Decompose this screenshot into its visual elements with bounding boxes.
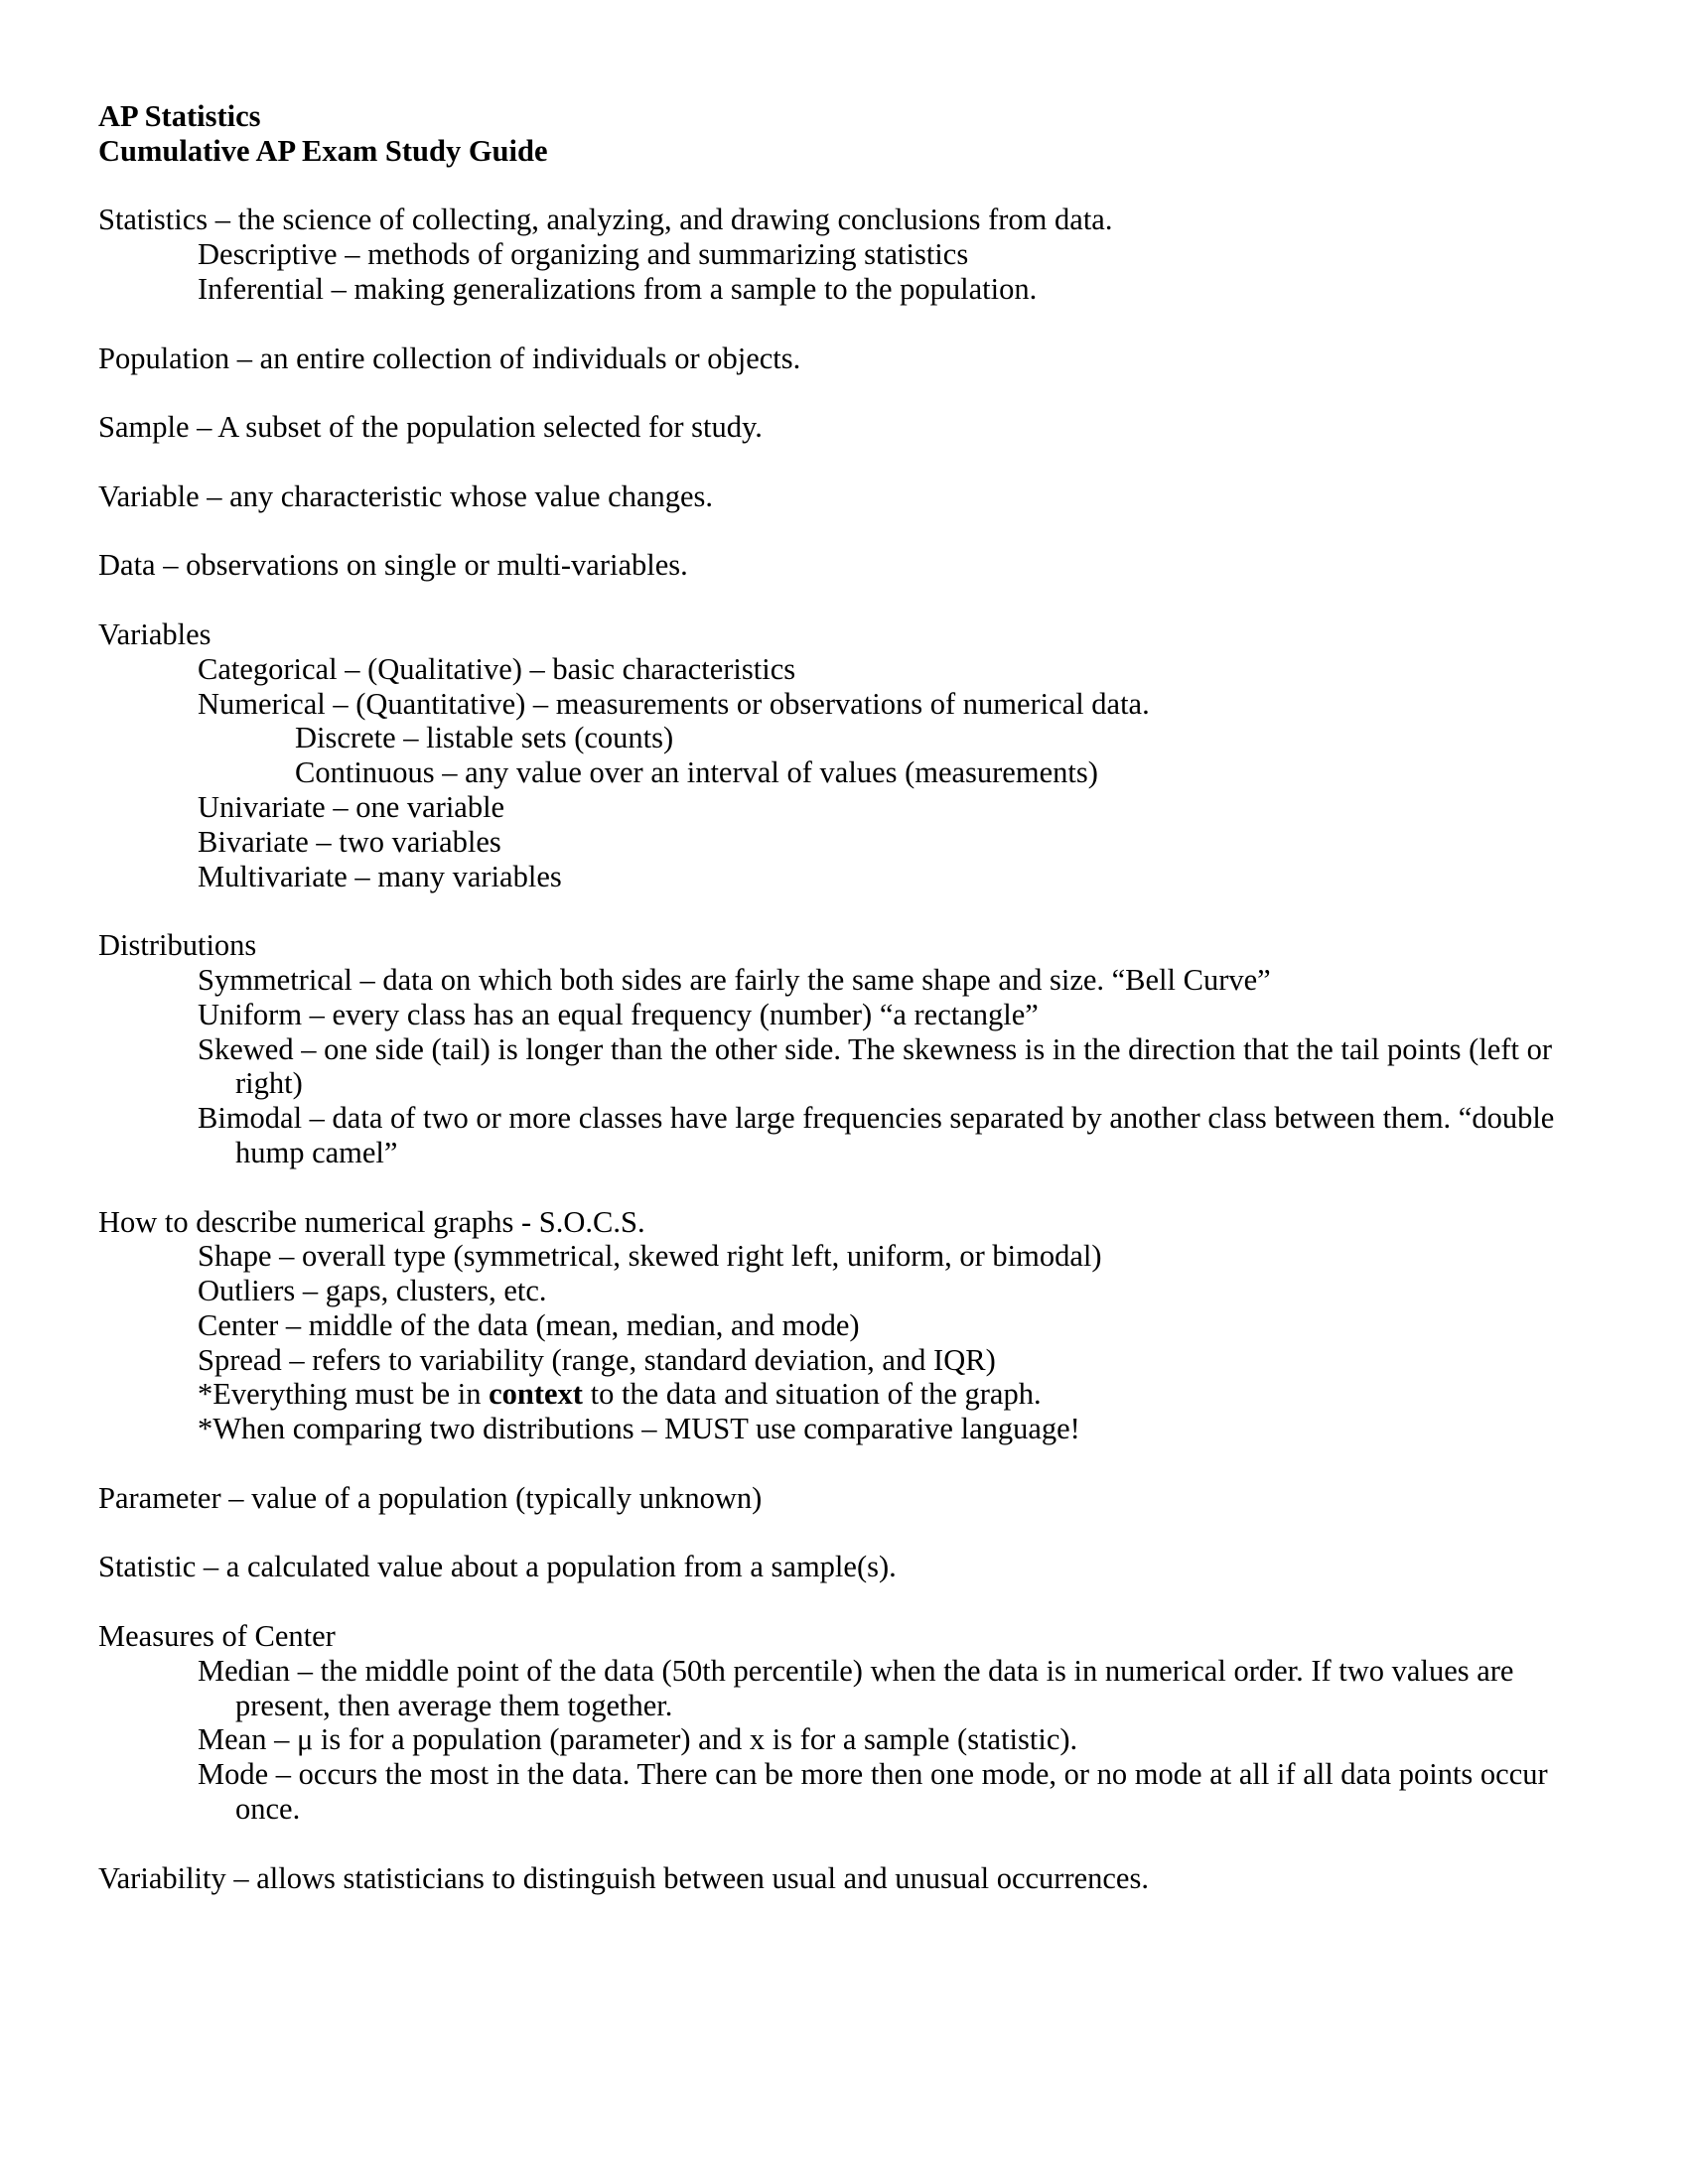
definition-line: once. (235, 1792, 301, 1827)
definition-line: hump camel” (235, 1135, 398, 1169)
document-body (98, 169, 1588, 1896)
definition-line: right) (235, 1066, 303, 1101)
definition-line: Bimodal – data of two or more classes have large frequencies separated by another class between them. “double (198, 1101, 1555, 1136)
definition-line: Spread – refers to variability (range, standard deviation, and IQR) (198, 1342, 996, 1377)
definition-line: *When comparing two distributions – MUST use comparative language! (198, 1412, 1080, 1446)
definition-line: Univariate – one variable (198, 789, 505, 824)
section-heading: Measures of Center (98, 1619, 336, 1654)
spacer (98, 307, 1588, 341)
definition-line: Multivariate – many variables (198, 859, 562, 893)
definition-line: Mode – occurs the most in the data. There can be more then one mode, or no mode at all if all data points occur (198, 1757, 1548, 1792)
section-heading: Population – an entire collection of individuals or objects. (98, 341, 801, 375)
section-heading: Sample – A subset of the population selected for study. (98, 410, 763, 445)
study-guide-document (98, 99, 1588, 1895)
spacer (98, 375, 1588, 410)
section-heading: Variability – allows statisticians to distinguish between usual and unusual occurrences. (98, 1860, 1149, 1895)
text-segment: *Everything must be in (198, 1377, 490, 1412)
document-subtitle: Cumulative AP Exam Study Guide (98, 133, 548, 168)
definition-line: Uniform – every class has an equal frequency (number) “a rectangle” (198, 997, 1039, 1031)
definition-line: Inferential – making generalizations from a sample to the population. (198, 271, 1038, 306)
section-heading: Data – observations on single or multi-variables. (98, 548, 688, 583)
definition-line: Continuous – any value over an interval of values (measurements) (295, 755, 1098, 790)
definition-line: Median – the middle point of the data (50th percentile) when the data is in numerical order. If two values are (198, 1653, 1514, 1688)
spacer (98, 1584, 1588, 1619)
spacer (98, 514, 1588, 549)
section-heading: Variable – any characteristic whose value changes. (98, 478, 714, 513)
definition-line: Mean – μ is for a population (parameter) and x is for a sample (statistic). (198, 1722, 1078, 1757)
definition-line: Outliers – gaps, clusters, etc. (198, 1274, 547, 1308)
definition-line: Symmetrical – data on which both sides are fairly the same shape and size. “Bell Curve” (198, 962, 1271, 997)
definition-line: Descriptive – methods of organizing and summarizing statistics (198, 237, 969, 272)
spacer (98, 893, 1588, 928)
section-heading: Statistics – the science of collecting, analyzing, and drawing conclusions from data. (98, 203, 1113, 237)
section-heading: How to describe numerical graphs - S.O.C.S. (98, 1204, 645, 1239)
document-title: AP Statistics (98, 99, 261, 133)
definition-line: Shape – overall type (symmetrical, skewed right left, uniform, or bimodal) (198, 1239, 1102, 1274)
definition-line: Categorical – (Qualitative) – basic characteristics (198, 651, 796, 686)
section-heading: Variables (98, 616, 211, 651)
definition-line: Numerical – (Quantitative) – measurements or observations of numerical data. (198, 686, 1150, 721)
definition-line: Discrete – listable sets (counts) (295, 721, 674, 755)
spacer (98, 169, 1588, 204)
definition-line (98, 1377, 1588, 1412)
spacer (98, 1170, 1588, 1205)
section-heading: Statistic – a calculated value about a population from a sample(s). (98, 1550, 897, 1584)
spacer (98, 1446, 1588, 1481)
emphasized-term: context (489, 1377, 583, 1412)
spacer (98, 1827, 1588, 1861)
text-segment: to the data and situation of the graph. (582, 1377, 1042, 1412)
spacer (98, 445, 1588, 479)
section-heading: Parameter – value of a population (typically unknown) (98, 1480, 763, 1515)
section-heading: Distributions (98, 928, 257, 963)
spacer (98, 1516, 1588, 1551)
definition-line: Bivariate – two variables (198, 824, 501, 859)
definition-line: Skewed – one side (tail) is longer than the other side. The skewness is in the direction that the tail points (left or (198, 1031, 1552, 1066)
spacer (98, 583, 1588, 617)
definition-line: present, then average them together. (235, 1688, 673, 1722)
definition-line: Center – middle of the data (mean, median, and mode) (198, 1307, 860, 1342)
